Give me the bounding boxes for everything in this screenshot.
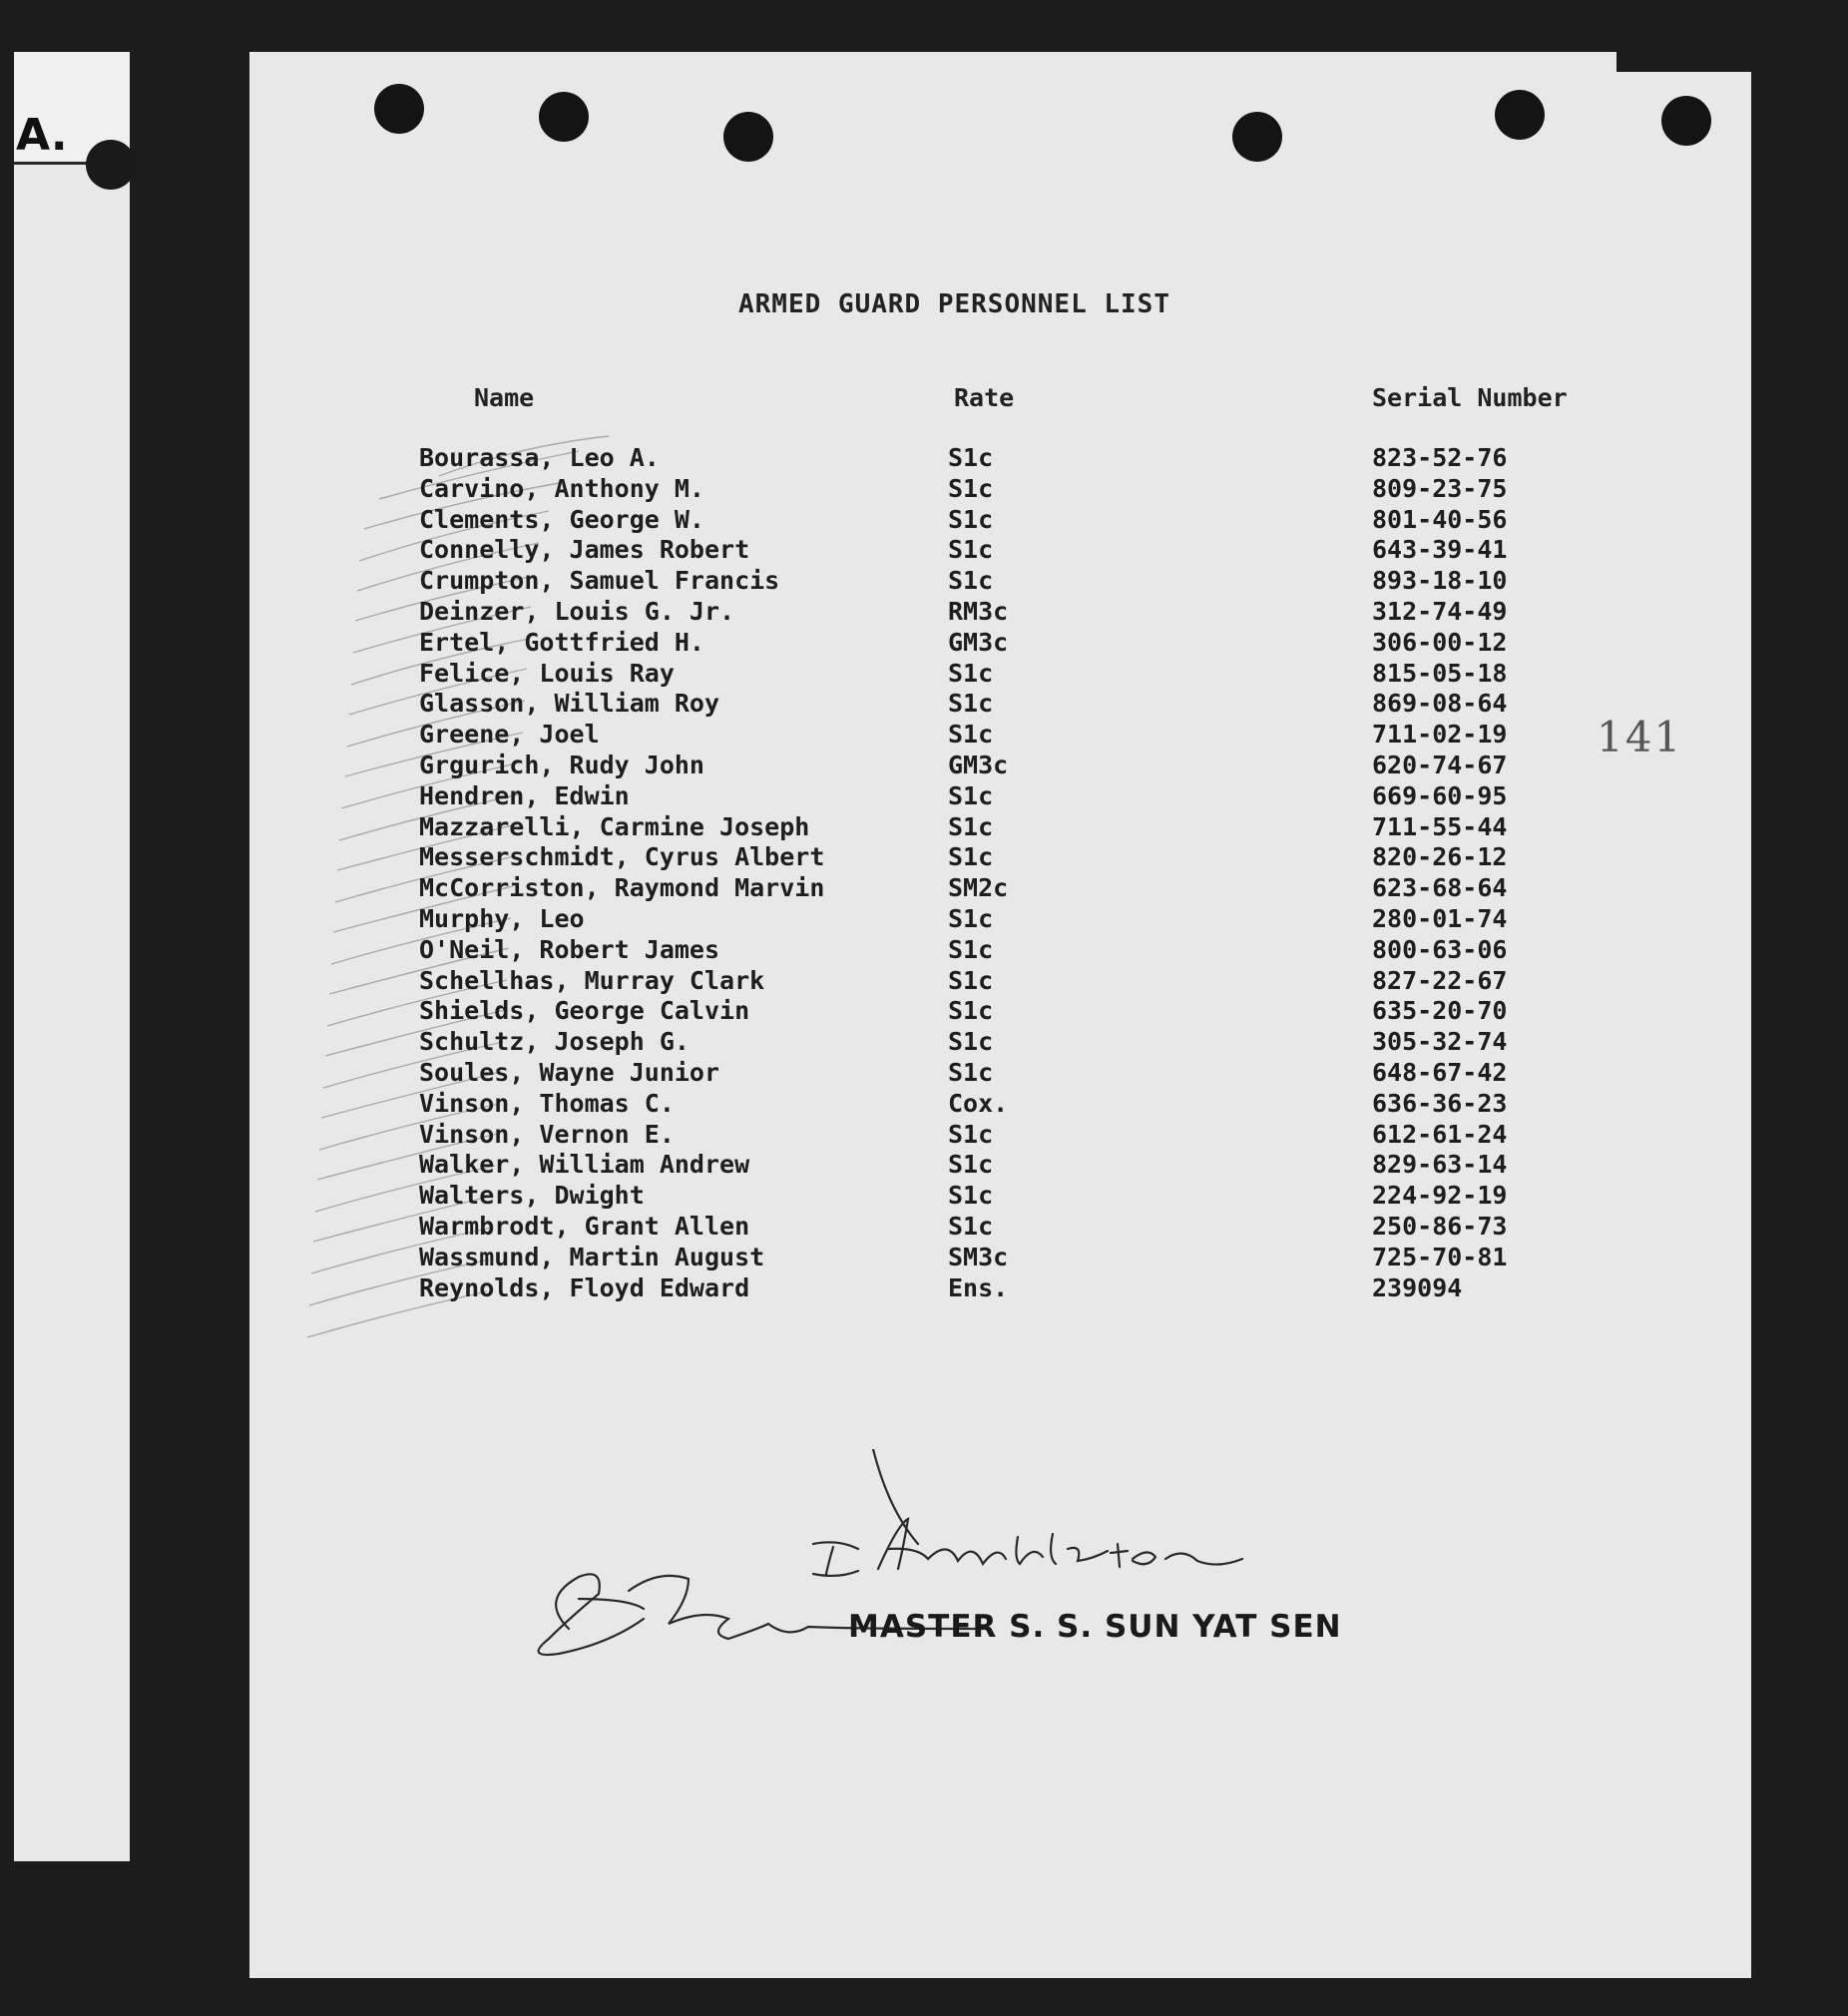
table-row — [419, 751, 1517, 781]
row-serial: 711-02-19 — [1372, 720, 1508, 750]
table-row — [419, 1150, 1517, 1181]
row-rate: S1c — [948, 996, 994, 1026]
row-serial: 800-63-06 — [1372, 934, 1508, 964]
row-name: Crumpton, Samuel Francis — [419, 566, 780, 596]
row-rate: S1c — [948, 473, 994, 503]
table-row — [419, 1058, 1517, 1089]
master-stamp: MASTER S. S. SUN YAT SEN — [848, 1609, 1342, 1645]
row-name: O'Neil, Robert James — [419, 934, 720, 964]
row-rate: S1c — [948, 720, 994, 750]
row-rate: S1c — [948, 1119, 994, 1149]
table-row — [419, 996, 1517, 1027]
document-page — [249, 52, 1751, 1978]
row-name: Warmbrodt, Grant Allen — [419, 1211, 750, 1241]
table-row — [419, 443, 1517, 474]
adjacent-page-edge — [14, 52, 130, 1861]
row-name: Clements, George W. — [419, 504, 704, 534]
row-serial: 239094 — [1372, 1272, 1463, 1302]
table-row — [419, 935, 1517, 966]
row-serial: 809-23-75 — [1372, 473, 1508, 503]
row-rate: S1c — [948, 811, 994, 841]
punch-hole — [539, 92, 589, 142]
table-row — [419, 474, 1517, 505]
row-serial: 869-08-64 — [1372, 689, 1508, 719]
table-row — [419, 659, 1517, 690]
table-row — [419, 781, 1517, 812]
row-serial: 612-61-24 — [1372, 1119, 1508, 1149]
table-row — [419, 1120, 1517, 1151]
row-rate: GM3c — [948, 750, 1009, 779]
table-row — [419, 1243, 1517, 1273]
row-serial: 725-70-81 — [1372, 1242, 1508, 1271]
row-name: Connelly, James Robert — [419, 535, 750, 565]
signature-master — [813, 1519, 1242, 1576]
table-row — [419, 812, 1517, 843]
row-name: Vinson, Vernon E. — [419, 1119, 675, 1149]
row-name: Schultz, Joseph G. — [419, 1027, 690, 1057]
page-number: 141 — [1597, 713, 1683, 761]
row-name: Reynolds, Floyd Edward — [419, 1272, 750, 1302]
row-name: Ertel, Gottfried H. — [419, 627, 704, 657]
row-serial: 829-63-14 — [1372, 1150, 1508, 1180]
row-rate: Cox. — [948, 1088, 1009, 1118]
table-row — [419, 842, 1517, 873]
row-serial: 305-32-74 — [1372, 1027, 1508, 1057]
row-rate: S1c — [948, 535, 994, 565]
row-serial: 636-36-23 — [1372, 1088, 1508, 1118]
adjacent-page-tab-letter: A. — [16, 110, 68, 161]
row-serial: 801-40-56 — [1372, 504, 1508, 534]
row-serial: 250-86-73 — [1372, 1211, 1508, 1241]
row-name: Soules, Wayne Junior — [419, 1057, 720, 1087]
row-name: Hendren, Edwin — [419, 780, 630, 810]
row-name: Felice, Louis Ray — [419, 658, 675, 688]
table-row — [419, 1089, 1517, 1120]
row-rate: S1c — [948, 1057, 994, 1087]
row-serial: 312-74-49 — [1372, 596, 1508, 626]
row-rate: S1c — [948, 934, 994, 964]
row-name: Schellhas, Murray Clark — [419, 965, 765, 995]
row-name: Wassmund, Martin August — [419, 1242, 765, 1271]
row-serial: 893-18-10 — [1372, 566, 1508, 596]
table-row — [419, 628, 1517, 659]
punch-hole — [1495, 90, 1545, 140]
row-serial: 280-01-74 — [1372, 903, 1508, 933]
punch-hole — [723, 112, 773, 162]
row-name: Deinzer, Louis G. Jr. — [419, 596, 735, 626]
row-rate: S1c — [948, 689, 994, 719]
row-name: Glasson, William Roy — [419, 689, 720, 719]
table-row — [419, 904, 1517, 935]
row-rate: RM3c — [948, 596, 1009, 626]
table-row — [419, 1212, 1517, 1243]
row-rate: S1c — [948, 504, 994, 534]
row-name: Shields, George Calvin — [419, 996, 750, 1026]
row-name: McCorriston, Raymond Marvin — [419, 873, 825, 903]
table-row — [419, 566, 1517, 597]
row-rate: S1c — [948, 780, 994, 810]
table-row — [419, 966, 1517, 997]
row-serial: 648-67-42 — [1372, 1057, 1508, 1087]
row-serial: 669-60-95 — [1372, 780, 1508, 810]
row-rate: S1c — [948, 658, 994, 688]
torn-corner — [1617, 52, 1751, 72]
row-name: Walker, William Andrew — [419, 1150, 750, 1180]
table-row — [419, 873, 1517, 904]
table-row — [419, 597, 1517, 628]
row-rate: S1c — [948, 1181, 994, 1211]
punch-hole — [1661, 96, 1711, 146]
row-name: Grgurich, Rudy John — [419, 750, 704, 779]
personnel-table — [419, 443, 1517, 1303]
row-serial: 224-92-19 — [1372, 1181, 1508, 1211]
table-row — [419, 1181, 1517, 1212]
table-row — [419, 1273, 1517, 1304]
row-rate: S1c — [948, 443, 994, 472]
row-serial: 815-05-18 — [1372, 658, 1508, 688]
table-row — [419, 720, 1517, 751]
column-header-serial: Serial Number — [1372, 383, 1568, 412]
punch-hole — [374, 84, 424, 134]
row-rate: SM3c — [948, 1242, 1009, 1271]
row-serial: 823-52-76 — [1372, 443, 1508, 472]
row-serial: 623-68-64 — [1372, 873, 1508, 903]
row-serial: 306-00-12 — [1372, 627, 1508, 657]
row-rate: S1c — [948, 842, 994, 872]
row-name: Messerschmidt, Cyrus Albert — [419, 842, 825, 872]
row-serial: 643-39-41 — [1372, 535, 1508, 565]
row-name: Walters, Dwight — [419, 1181, 645, 1211]
row-serial: 620-74-67 — [1372, 750, 1508, 779]
table-row — [419, 535, 1517, 566]
row-name: Mazzarelli, Carmine Joseph — [419, 811, 810, 841]
row-rate: S1c — [948, 1150, 994, 1180]
column-header-rate: Rate — [954, 383, 1015, 412]
row-name: Carvino, Anthony M. — [419, 473, 704, 503]
row-serial: 711-55-44 — [1372, 811, 1508, 841]
row-serial: 635-20-70 — [1372, 996, 1508, 1026]
row-serial: 820-26-12 — [1372, 842, 1508, 872]
row-name: Greene, Joel — [419, 720, 600, 750]
row-serial: 827-22-67 — [1372, 965, 1508, 995]
adjacent-punch-hole — [86, 140, 136, 190]
table-row — [419, 505, 1517, 536]
row-rate: Ens. — [948, 1272, 1009, 1302]
punch-hole — [1232, 112, 1282, 162]
row-rate: GM3c — [948, 627, 1009, 657]
row-name: Murphy, Leo — [419, 903, 585, 933]
row-name: Vinson, Thomas C. — [419, 1088, 675, 1118]
pen-stroke — [873, 1449, 918, 1544]
row-rate: S1c — [948, 1211, 994, 1241]
row-rate: S1c — [948, 566, 994, 596]
table-row — [419, 689, 1517, 720]
row-rate: S1c — [948, 1027, 994, 1057]
row-rate: SM2c — [948, 873, 1009, 903]
row-rate: S1c — [948, 965, 994, 995]
row-rate: S1c — [948, 903, 994, 933]
table-row — [419, 1027, 1517, 1058]
column-header-name: Name — [474, 383, 535, 412]
row-name: Bourassa, Leo A. — [419, 443, 660, 472]
document-title: ARMED GUARD PERSONNEL LIST — [738, 289, 1170, 319]
